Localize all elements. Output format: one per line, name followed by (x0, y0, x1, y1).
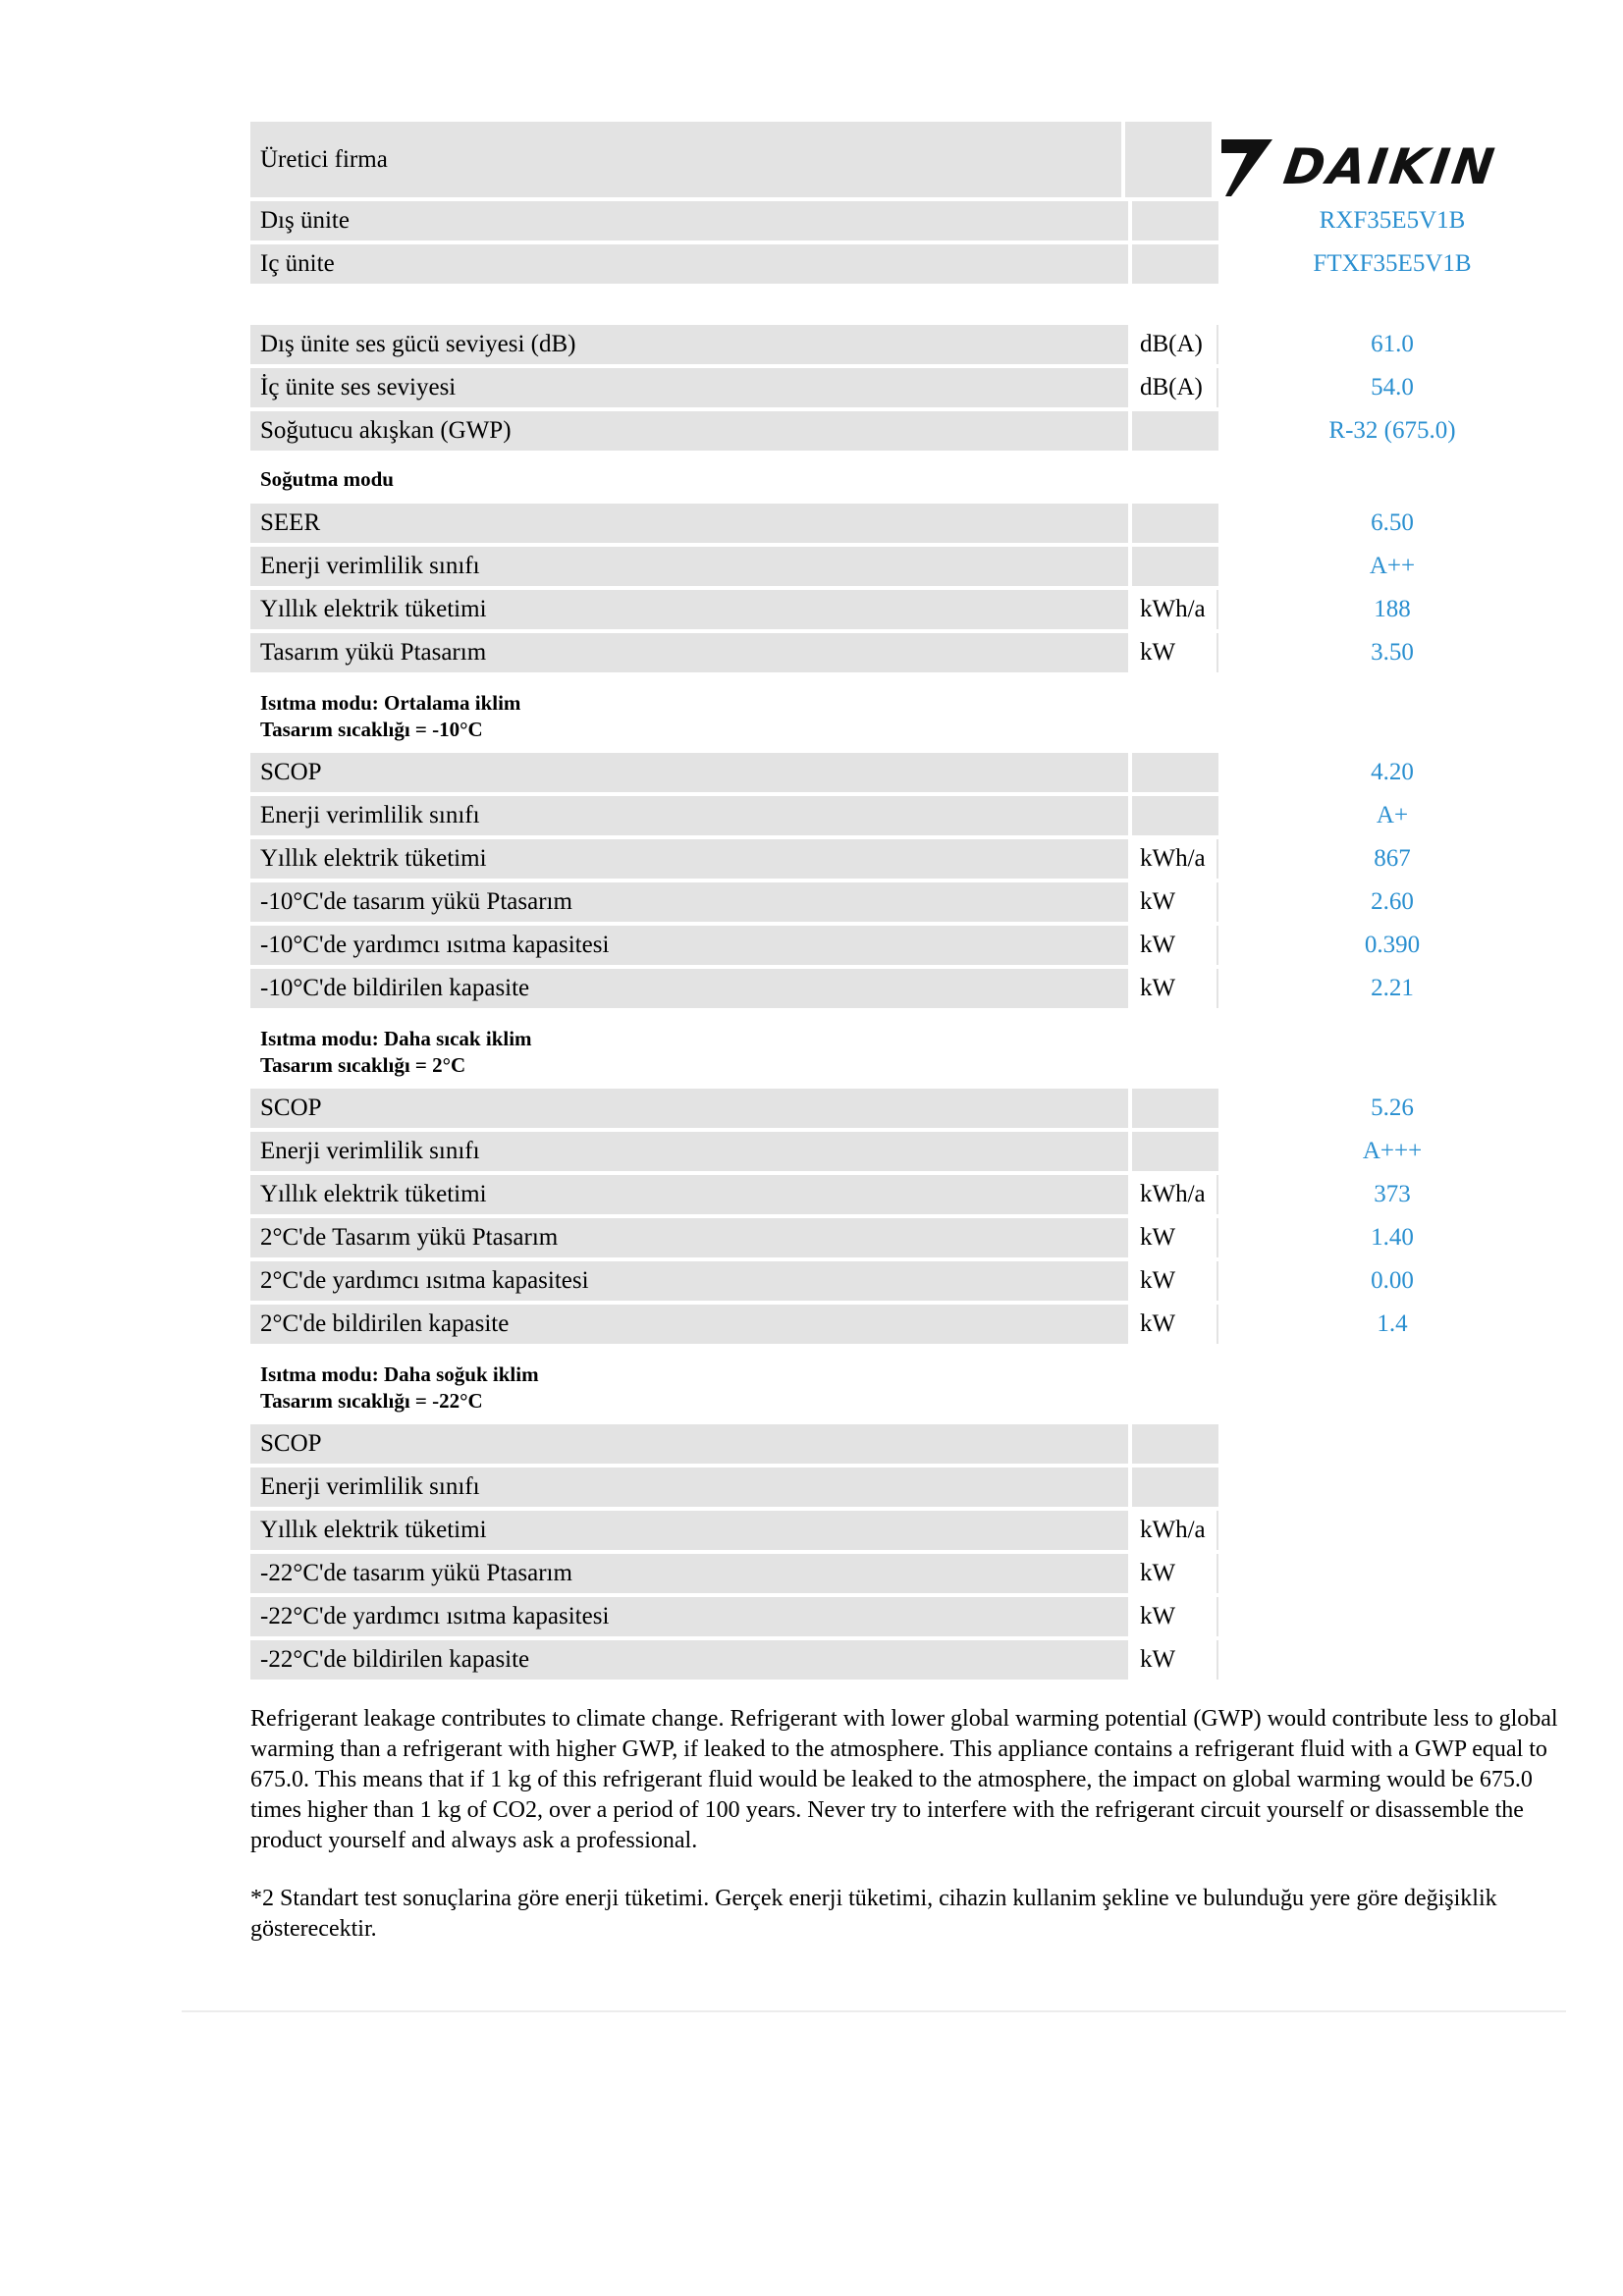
table-row (250, 1640, 1566, 1680)
row-value: 6.50 (1371, 509, 1414, 536)
cooling-title: Soğutma modu (260, 466, 394, 491)
row-value (1218, 1597, 1566, 1636)
cooling-section (250, 504, 1566, 672)
brand-logo (1212, 122, 1566, 197)
row-label: -10°C'de bildirilen kapasite (250, 969, 1128, 1008)
row-value: A+ (1376, 802, 1409, 828)
energy-note: *2 Standart test sonuçlarina göre enerji tüketimi. Gerçek enerji tüketimi, cihazin kullanim şekline ve bulunduğu yere göre değişiklik gösterecektir. (250, 1886, 1497, 1942)
row-unit: dB(A) (1132, 368, 1218, 407)
row-label: 2°C'de bildirilen kapasite (250, 1305, 1128, 1344)
table-row (250, 1511, 1566, 1550)
row-unit: kW (1132, 1597, 1218, 1636)
row-label: -22°C'de yardımcı ısıtma kapasitesi (250, 1597, 1128, 1636)
row-label: Yıllık elektrik tüketimi (250, 590, 1128, 629)
table-row (250, 1424, 1566, 1464)
manufacturer-row (250, 122, 1566, 197)
heating-average-title-1: Isıtma modu: Ortalama iklim (260, 691, 521, 715)
footer-divider (182, 2010, 1566, 2012)
row-value: 2.60 (1371, 888, 1414, 915)
table-row (250, 796, 1566, 835)
row-label: Soğutucu akışkan (GWP) (250, 411, 1128, 451)
row-unit (1132, 504, 1218, 543)
row-unit: kW (1132, 969, 1218, 1008)
outdoor-unit-row (250, 201, 1566, 240)
row-value: R-32 (675.0) (1328, 417, 1456, 444)
heating-average-section (250, 753, 1566, 1008)
table-row (250, 633, 1566, 672)
table-row (250, 325, 1566, 364)
table-row (250, 1132, 1566, 1171)
row-label: 2°C'de Tasarım yükü Ptasarım (250, 1218, 1128, 1257)
row-unit: kWh/a (1132, 1175, 1218, 1214)
row-label: Enerji verimlilik sınıfı (250, 796, 1128, 835)
row-unit (1132, 1089, 1218, 1128)
row-value: A++ (1369, 553, 1416, 579)
row-unit: kWh/a (1132, 1511, 1218, 1550)
row-value: 61.0 (1371, 331, 1414, 357)
row-value (1218, 1640, 1566, 1680)
table-row (250, 1218, 1566, 1257)
row-unit: kW (1132, 1554, 1218, 1593)
row-unit: kWh/a (1132, 839, 1218, 879)
heating-warmer-title-1: Isıtma modu: Daha sıcak iklim (260, 1027, 532, 1050)
row-unit (1132, 1468, 1218, 1507)
row-unit: kW (1132, 1261, 1218, 1301)
row-value: 373 (1374, 1181, 1411, 1207)
row-unit: kWh/a (1132, 590, 1218, 629)
heating-colder-title (250, 1348, 1566, 1424)
table-row (250, 926, 1566, 965)
row-value: 188 (1374, 596, 1411, 622)
row-value (1218, 1424, 1566, 1464)
table-row (250, 882, 1566, 922)
row-unit (1132, 796, 1218, 835)
row-label: SCOP (250, 753, 1128, 792)
table-row (250, 969, 1566, 1008)
row-label: Yıllık elektrik tüketimi (250, 1511, 1128, 1550)
table-row (250, 1089, 1566, 1128)
heating-average-title (250, 676, 1566, 753)
row-unit (1132, 1424, 1218, 1464)
indoor-unit-value: FTXF35E5V1B (1313, 250, 1472, 277)
row-value (1218, 1511, 1566, 1550)
row-unit: kW (1132, 926, 1218, 965)
table-row (250, 1597, 1566, 1636)
row-unit: kW (1132, 1305, 1218, 1344)
row-label: Enerji verimlilik sınıfı (250, 1132, 1128, 1171)
table-row (250, 1261, 1566, 1301)
heating-colder-title-1: Isıtma modu: Daha soğuk iklim (260, 1362, 539, 1386)
row-label: Enerji verimlilik sınıfı (250, 1468, 1128, 1507)
row-value: 2.21 (1371, 975, 1414, 1001)
heating-colder-title-2: Tasarım sıcaklığı = -22°C (260, 1389, 483, 1413)
row-value: 867 (1374, 845, 1411, 872)
table-row (250, 753, 1566, 792)
indoor-unit-label: Iç ünite (250, 244, 1128, 284)
row-label: Tasarım yükü Ptasarım (250, 633, 1128, 672)
row-value: 3.50 (1371, 639, 1414, 666)
heating-warmer-section (250, 1089, 1566, 1344)
row-value: 0.00 (1371, 1267, 1414, 1294)
heating-warmer-title (250, 1012, 1566, 1089)
row-value (1218, 1554, 1566, 1593)
row-unit: kW (1132, 633, 1218, 672)
refrigerant-note: Refrigerant leakage contributes to climate change. Refrigerant with lower global warming potential (GWP) would contribute less to global warming than a refrigerant with higher GWP, if leaked to the atmosphere. This appliance contains a refrigerant fluid with a GWP equal to 675.0. This means that if 1 kg of this refrigerant fluid would be leaked to the atmosphere, the impact on global warming would be 675.0 times higher than 1 kg of CO2, over a period of 100 years. Never try to interfere with the refrigerant circuit yourself or disassemble the product yourself and always ask a professional. (250, 1706, 1558, 1853)
spec-sheet (250, 122, 1566, 1683)
table-row (250, 1468, 1566, 1507)
table-row (250, 504, 1566, 543)
row-label: SEER (250, 504, 1128, 543)
brand-name: DAIKIN (1279, 138, 1500, 195)
row-unit (1132, 753, 1218, 792)
row-value: 1.40 (1371, 1224, 1414, 1251)
outdoor-unit-value: RXF35E5V1B (1319, 207, 1466, 234)
row-value: 1.4 (1377, 1310, 1408, 1337)
row-unit (1132, 547, 1218, 586)
table-row (250, 547, 1566, 586)
row-label: 2°C'de yardımcı ısıtma kapasitesi (250, 1261, 1128, 1301)
row-value: 0.390 (1364, 932, 1421, 958)
row-value: 5.26 (1371, 1095, 1414, 1121)
row-unit: kW (1132, 882, 1218, 922)
table-row (250, 839, 1566, 879)
heating-colder-section (250, 1424, 1566, 1680)
row-unit: dB(A) (1132, 325, 1218, 364)
row-label: SCOP (250, 1424, 1128, 1464)
row-value: A+++ (1362, 1138, 1423, 1164)
table-row (250, 368, 1566, 407)
row-label: -22°C'de bildirilen kapasite (250, 1640, 1128, 1680)
indoor-unit-row (250, 244, 1566, 284)
row-label: -22°C'de tasarım yükü Ptasarım (250, 1554, 1128, 1593)
row-label: Yıllık elektrik tüketimi (250, 839, 1128, 879)
manufacturer-unit (1125, 122, 1211, 197)
manufacturer-label: Üretici firma (250, 122, 1121, 197)
row-label: Dış ünite ses gücü seviyesi (dB) (250, 325, 1128, 364)
daikin-logo-icon (1221, 135, 1272, 198)
row-value (1218, 1468, 1566, 1507)
row-value: 4.20 (1371, 759, 1414, 785)
indoor-unit-unit (1132, 244, 1218, 284)
row-label: Yıllık elektrik tüketimi (250, 1175, 1128, 1214)
outdoor-unit-unit (1132, 201, 1218, 240)
table-row (250, 1305, 1566, 1344)
table-row (250, 411, 1566, 451)
row-label: -10°C'de tasarım yükü Ptasarım (250, 882, 1128, 922)
heating-average-title-2: Tasarım sıcaklığı = -10°C (260, 718, 483, 741)
table-row (250, 590, 1566, 629)
row-unit (1132, 1132, 1218, 1171)
heating-warmer-title-2: Tasarım sıcaklığı = 2°C (260, 1053, 466, 1077)
row-label: İç ünite ses seviyesi (250, 368, 1128, 407)
general-section (250, 325, 1566, 451)
row-label: -10°C'de yardımcı ısıtma kapasitesi (250, 926, 1128, 965)
table-row (250, 1554, 1566, 1593)
row-label: Enerji verimlilik sınıfı (250, 547, 1128, 586)
row-label: SCOP (250, 1089, 1128, 1128)
row-unit: kW (1132, 1218, 1218, 1257)
table-row (250, 1175, 1566, 1214)
outdoor-unit-label: Dış ünite (250, 201, 1128, 240)
row-value: 54.0 (1371, 374, 1414, 400)
row-unit (1132, 411, 1218, 451)
row-unit: kW (1132, 1640, 1218, 1680)
